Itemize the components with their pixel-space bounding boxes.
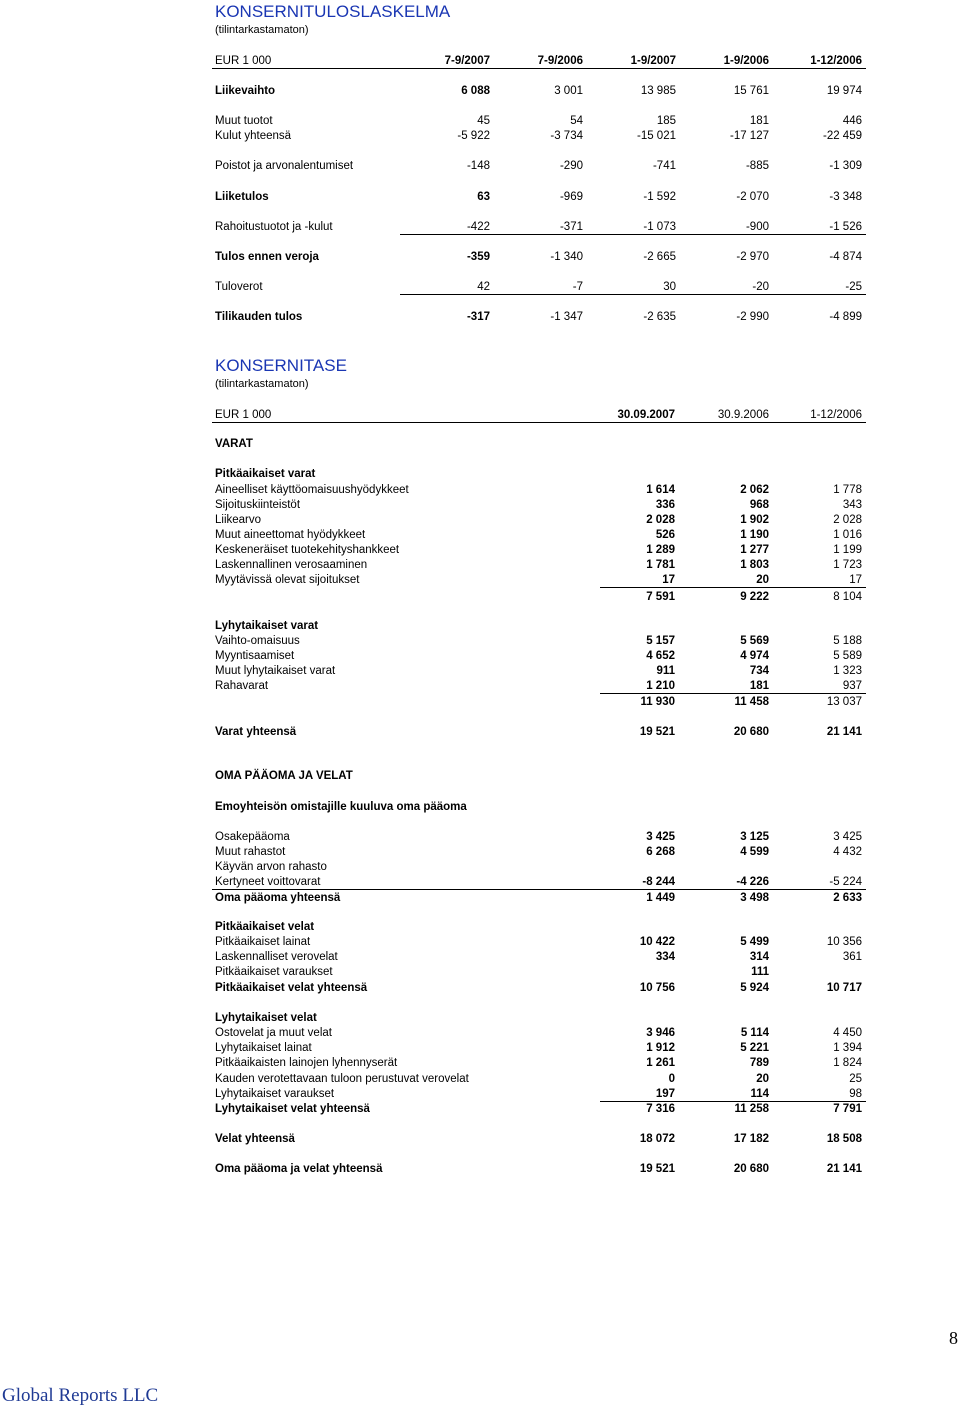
balance-row-pitk-aikaiset-velat [0, 919, 960, 935]
balance-row-label: Liikearvo [215, 514, 262, 526]
balance-row-value-col3: 343 [842, 499, 862, 511]
income-row-value-col5: 19 974 [826, 85, 862, 97]
balance-row-value-col1: -8 244 [642, 876, 675, 888]
balance-row-value-col1: 1 261 [646, 1057, 675, 1069]
balance-row-value-col3: 25 [849, 1073, 862, 1085]
income-row-value-col4: -17 127 [729, 130, 769, 142]
balance-row-value-col2: 1 902 [740, 514, 769, 526]
income-row-label: Tulos ennen veroja [215, 251, 319, 263]
balance-row-value-col2: 4 599 [740, 846, 769, 858]
balance-row-value-col3: 10 356 [826, 936, 862, 948]
balance-row-value-col2: 5 924 [740, 982, 769, 994]
balance-row-value-col2: 968 [749, 499, 769, 511]
income-row-value-col3: -741 [652, 160, 676, 172]
income-row-tilikauden-tulos [0, 309, 960, 325]
balance-subtitle: (tilintarkastamaton) [215, 378, 309, 390]
balance-row-label: Pitkäaikaiset velat yhteensä [215, 982, 368, 994]
income-row-label: Muut tuotot [215, 115, 273, 127]
balance-row-value-col1: 526 [655, 529, 675, 541]
balance-row-value-col3: 4 432 [833, 846, 862, 858]
balance-row-label: Muut rahastot [215, 846, 286, 858]
balance-row-value-col3: 8 104 [833, 591, 862, 603]
balance-row-value-col2: 20 680 [733, 1163, 769, 1175]
balance-row-pitk-aikaiset-velat-yhteens [0, 980, 960, 996]
income-row-kulut-yhteens [0, 128, 960, 144]
balance-row-value-col3: 937 [842, 680, 862, 692]
balance-row-label: Emoyhteisön omistajille kuuluva oma pääoma [215, 801, 467, 813]
balance-row-label: Kertyneet voittovarat [215, 876, 321, 888]
balance-row-value-col2: 114 [750, 1088, 769, 1100]
balance-row-label: Osakepääoma [215, 831, 290, 843]
balance-row-value-col1: 10 422 [639, 936, 675, 948]
balance-row-value-col2: 5 569 [740, 635, 769, 647]
balance-row-value-col3: 10 717 [826, 982, 862, 994]
balance-row-subtotal [0, 694, 960, 710]
balance-title: KONSERNITASE [215, 356, 347, 375]
balance-row-value-col2: 5 114 [740, 1027, 769, 1039]
income-row-value-col1: -317 [466, 311, 490, 323]
balance-row-value-col1: 1 614 [646, 484, 675, 496]
balance-row-value-col2: 1 277 [740, 544, 769, 556]
balance-row-label: VARAT [215, 438, 253, 450]
balance-row-label: Laskennallinen verosaaminen [215, 559, 368, 571]
income-row-label: Liiketulos [215, 191, 269, 203]
income-row-value-col2: -1 347 [550, 311, 583, 323]
balance-row-k-yv-n-arvon-rahasto [0, 859, 960, 875]
balance-row-label: Pitkäaikaiset varaukset [215, 966, 333, 978]
income-header-unit: EUR 1 000 [215, 55, 272, 67]
balance-header-unit: EUR 1 000 [215, 409, 272, 421]
balance-row-value-col3: 361 [842, 951, 862, 963]
income-header-row [0, 53, 960, 69]
balance-row-value-col3: 1 723 [833, 559, 862, 571]
income-row-value-col3: 13 985 [640, 85, 676, 97]
balance-header-row [0, 407, 960, 423]
balance-row-label: Lyhytaikaiset varat [215, 620, 319, 632]
income-row-value-col4: -885 [745, 160, 769, 172]
balance-row-value-col3: -5 224 [829, 876, 862, 888]
balance-row-value-col1: 17 [662, 574, 675, 586]
balance-row-value-col2: 111 [751, 966, 769, 978]
balance-header-underline [212, 422, 866, 423]
income-row-value-col4: 15 761 [733, 85, 769, 97]
balance-row-pitk-aikaiset-lainat [0, 934, 960, 950]
income-row-value-col1: 6 088 [461, 85, 490, 97]
footer-brand: Global Reports LLC [2, 1385, 159, 1406]
income-row-tulos-ennen-veroja [0, 249, 960, 265]
balance-row-kauden-verotettavaan-tuloon-perustuvat-verovelat [0, 1071, 960, 1087]
balance-row-value-col2: 2 062 [740, 484, 769, 496]
income-row-value-col1: 42 [477, 281, 490, 293]
balance-header-col1: 30.09.2007 [617, 409, 675, 421]
balance-row-value-col1: 18 072 [639, 1133, 675, 1145]
income-row-value-col4: -2 070 [736, 191, 769, 203]
balance-row-value-col3: 1 199 [833, 544, 862, 556]
income-row-value-col2: 54 [570, 115, 583, 127]
balance-row-value-col3: 7 791 [833, 1103, 862, 1115]
balance-row-sijoituskiinteist-t [0, 497, 960, 513]
balance-row-myyt-viss-olevat-sijoitukset [0, 572, 960, 588]
balance-row-value-col1: 2 028 [646, 514, 675, 526]
income-row-label: Kulut yhteensä [215, 130, 292, 142]
balance-row-oma-p-oma-yhteens [0, 890, 960, 906]
balance-row-value-col3: 17 [849, 574, 862, 586]
balance-row-value-col3: 21 141 [826, 1163, 862, 1175]
balance-row-value-col1: 6 268 [646, 846, 675, 858]
balance-row-value-col2: 11 458 [734, 696, 769, 708]
balance-row-label: Kauden verotettavaan tuloon perustuvat verovelat [215, 1073, 469, 1085]
income-row-poistot-ja-arvonalentumiset [0, 158, 960, 174]
balance-subtotal-line [600, 587, 866, 588]
balance-row-label: Varat yhteensä [215, 726, 297, 738]
income-row-liiketulos [0, 189, 960, 205]
income-row-value-col5: -22 459 [822, 130, 862, 142]
balance-row-value-col3: 13 037 [826, 696, 862, 708]
balance-row-value-col3: 4 450 [833, 1027, 862, 1039]
balance-row-value-col3: 3 425 [833, 831, 862, 843]
balance-row-value-col1: 3 946 [646, 1027, 675, 1039]
income-row-value-col2: -3 734 [550, 130, 583, 142]
balance-row-value-col3: 21 141 [826, 726, 862, 738]
income-subtotal-line [400, 294, 866, 295]
income-header-col1: 7-9/2007 [444, 55, 490, 67]
balance-row-muut-rahastot [0, 844, 960, 860]
balance-row-ostovelat-ja-muut-velat [0, 1025, 960, 1041]
balance-row-value-col3: 5 589 [833, 650, 862, 662]
income-row-label: Liikevaihto [215, 85, 276, 97]
balance-row-lyhytaikaiset-varaukset [0, 1086, 960, 1102]
balance-row-aineelliset-k-ytt-omaisuushy-dykkeet [0, 482, 960, 498]
balance-row-varat-yhteens [0, 724, 960, 740]
balance-row-rahavarat [0, 678, 960, 694]
income-row-value-col5: 446 [842, 115, 862, 127]
balance-row-value-col1: 911 [656, 665, 675, 677]
balance-row-value-col3: 1 016 [833, 529, 862, 541]
balance-row-vaihto-omaisuus [0, 633, 960, 649]
balance-row-emoyhteis-n-omistajille-kuuluva-oma-p-oma [0, 799, 960, 815]
balance-row-value-col1: 334 [655, 951, 675, 963]
balance-row-osakep-oma [0, 829, 960, 845]
income-row-value-col3: -1 592 [643, 191, 676, 203]
income-row-liikevaihto [0, 83, 960, 99]
income-row-value-col1: -148 [466, 160, 490, 172]
balance-row-value-col2: 17 182 [733, 1133, 769, 1145]
balance-row-label: Lyhytaikaiset velat yhteensä [215, 1103, 370, 1115]
income-header-col2: 7-9/2006 [537, 55, 583, 67]
balance-row-value-col1: 5 157 [646, 635, 675, 647]
balance-row-label: Myyntisaamiset [215, 650, 295, 662]
balance-row-value-col3: 98 [849, 1088, 862, 1100]
balance-row-label: Oma pääoma yhteensä [215, 892, 341, 904]
balance-row-keskener-iset-tuotekehityshankkeet [0, 542, 960, 558]
balance-row-oma-p-oma-ja-velat-yhteens [0, 1161, 960, 1177]
balance-row-label: Vaihto-omaisuus [215, 635, 300, 647]
balance-row-value-col2: 4 974 [740, 650, 769, 662]
income-row-label: Rahoitustuotot ja -kulut [215, 221, 333, 233]
income-row-value-col5: -1 309 [829, 160, 862, 172]
balance-row-value-col1: 19 521 [639, 1163, 675, 1175]
balance-row-label: Aineelliset käyttöomaisuushyödykkeet [215, 484, 409, 496]
income-row-muut-tuotot [0, 113, 960, 129]
balance-row-label: Lyhytaikaiset lainat [215, 1042, 312, 1054]
balance-row-value-col2: 3 125 [740, 831, 769, 843]
income-row-value-col1: -422 [466, 221, 490, 233]
balance-row-value-col1: 7 591 [646, 591, 675, 603]
income-row-value-col5: -4 874 [829, 251, 862, 263]
income-row-label: Poistot ja arvonalentumiset [215, 160, 354, 172]
balance-row-label: OMA PÄÄOMA JA VELAT [215, 770, 353, 782]
balance-row-subtotal [0, 589, 960, 605]
income-row-value-col4: -2 970 [736, 251, 769, 263]
balance-row-value-col3: 1 323 [833, 665, 862, 677]
balance-row-value-col1: 336 [655, 499, 675, 511]
balance-row-label: Muut aineettomat hyödykkeet [215, 529, 366, 541]
page-number: 8 [949, 1328, 958, 1348]
balance-row-label: Käyvän arvon rahasto [215, 861, 327, 873]
balance-row-lyhytaikaiset-varat [0, 618, 960, 634]
balance-row-value-col1: 197 [655, 1088, 675, 1100]
balance-row-value-col2: 1 190 [740, 529, 769, 541]
income-subtitle: (tilintarkastamaton) [215, 24, 309, 36]
balance-header-col3: 1-12/2006 [810, 409, 862, 421]
income-header-col4: 1-9/2006 [723, 55, 769, 67]
balance-row-label: Laskennalliset verovelat [215, 951, 338, 963]
balance-row-value-col2: 20 [756, 574, 769, 586]
income-row-value-col2: -1 340 [550, 251, 583, 263]
income-row-value-col5: -1 526 [829, 221, 862, 233]
balance-row-value-col2: 11 258 [734, 1103, 769, 1115]
income-header-col5: 1-12/2006 [810, 55, 862, 67]
income-row-tuloverot [0, 279, 960, 295]
income-row-value-col5: -25 [845, 281, 862, 293]
balance-row-lyhytaikaiset-velat-yhteens [0, 1101, 960, 1117]
balance-row-value-col3: 1 824 [833, 1057, 862, 1069]
income-row-value-col2: -7 [572, 281, 583, 293]
balance-row-label: Pitkäaikaiset varat [215, 468, 316, 480]
income-row-value-col1: 63 [477, 191, 490, 203]
balance-row-label: Lyhytaikaiset varaukset [215, 1088, 335, 1100]
balance-row-label: Lyhytaikaiset velat [215, 1012, 317, 1024]
balance-row-value-col2: 314 [749, 951, 769, 963]
balance-row-value-col2: 20 680 [733, 726, 769, 738]
balance-row-pitk-aikaiset-varaukset [0, 964, 960, 980]
balance-row-pitk-aikaiset-varat [0, 466, 960, 482]
balance-row-value-col1: 19 521 [639, 726, 675, 738]
balance-row-value-col1: 3 425 [646, 831, 675, 843]
balance-row-value-col1: 4 652 [646, 650, 675, 662]
income-row-value-col3: 30 [663, 281, 676, 293]
income-row-value-col3: 185 [656, 115, 676, 127]
balance-row-laskennallinen-verosaaminen [0, 557, 960, 573]
income-row-value-col2: -371 [559, 221, 583, 233]
balance-row-value-col1: 0 [668, 1073, 675, 1085]
balance-row-label: Oma pääoma ja velat yhteensä [215, 1163, 383, 1175]
balance-row-label: Pitkäaikaisten lainojen lyhennyserät [215, 1057, 398, 1069]
balance-row-value-col1: 1 912 [646, 1042, 675, 1054]
balance-row-value-col2: 5 499 [740, 936, 769, 948]
income-row-value-col3: -1 073 [643, 221, 676, 233]
balance-row-value-col2: 5 221 [740, 1042, 769, 1054]
balance-row-lyhytaikaiset-velat [0, 1010, 960, 1026]
balance-row-label: Ostovelat ja muut velat [215, 1027, 332, 1039]
balance-row-value-col3: 1 778 [833, 484, 862, 496]
balance-row-varat [0, 436, 960, 452]
balance-row-value-col1: 1 781 [646, 559, 675, 571]
balance-row-oma-p-oma-ja-velat [0, 768, 960, 784]
balance-row-value-col1: 11 930 [640, 696, 675, 708]
balance-row-lyhytaikaiset-lainat [0, 1040, 960, 1056]
income-row-value-col3: -2 635 [643, 311, 676, 323]
balance-row-label: Velat yhteensä [215, 1133, 295, 1145]
income-row-value-col2: -290 [559, 160, 583, 172]
balance-row-value-col1: 7 316 [646, 1103, 675, 1115]
balance-header-col2: 30.9.2006 [717, 409, 769, 421]
balance-row-value-col2: 1 803 [740, 559, 769, 571]
balance-row-label: Pitkäaikaiset lainat [215, 936, 311, 948]
balance-row-kertyneet-voittovarat [0, 874, 960, 890]
income-row-value-col1: 45 [477, 115, 490, 127]
income-row-value-col5: -4 899 [829, 311, 862, 323]
balance-row-label: Rahavarat [215, 680, 269, 692]
balance-row-value-col3: 1 394 [833, 1042, 862, 1054]
income-row-value-col3: -2 665 [643, 251, 676, 263]
income-header-underline [212, 68, 866, 69]
balance-row-value-col2: 789 [749, 1057, 769, 1069]
balance-row-value-col1: 1 289 [646, 544, 675, 556]
balance-row-value-col2: 3 498 [740, 892, 769, 904]
balance-row-myyntisaamiset [0, 648, 960, 664]
balance-row-value-col2: 9 222 [740, 591, 769, 603]
income-row-value-col4: -2 990 [736, 311, 769, 323]
income-row-label: Tilikauden tulos [215, 311, 303, 323]
balance-row-value-col1: 10 756 [639, 982, 675, 994]
balance-row-label: Muut lyhytaikaiset varat [215, 665, 336, 677]
balance-row-value-col3: 2 028 [833, 514, 862, 526]
balance-row-value-col1: 1 449 [646, 892, 675, 904]
balance-row-value-col2: 181 [749, 680, 769, 692]
balance-row-velat-yhteens [0, 1131, 960, 1147]
income-row-rahoitustuotot-ja-kulut [0, 219, 960, 235]
income-row-value-col4: 181 [749, 115, 769, 127]
balance-row-value-col2: -4 226 [736, 876, 769, 888]
balance-row-label: Keskeneräiset tuotekehityshankkeet [215, 544, 400, 556]
balance-row-value-col3: 5 188 [833, 635, 862, 647]
income-subtotal-line [400, 234, 866, 235]
balance-row-label: Sijoituskiinteistöt [215, 499, 301, 511]
balance-row-value-col2: 734 [749, 665, 769, 677]
income-row-value-col4: -20 [752, 281, 769, 293]
balance-row-value-col1: 1 210 [646, 680, 675, 692]
balance-row-muut-lyhytaikaiset-varat [0, 663, 960, 679]
balance-row-value-col3: 2 633 [833, 892, 862, 904]
income-row-value-col3: -15 021 [636, 130, 676, 142]
income-header-col3: 1-9/2007 [630, 55, 676, 67]
balance-row-laskennalliset-verovelat [0, 949, 960, 965]
income-row-value-col2: 3 001 [554, 85, 583, 97]
balance-row-label: Pitkäaikaiset velat [215, 921, 315, 933]
income-row-value-col1: -359 [466, 251, 490, 263]
income-row-value-col5: -3 348 [829, 191, 862, 203]
balance-row-label: Myytävissä olevat sijoitukset [215, 574, 360, 586]
income-row-value-col1: -5 922 [457, 130, 490, 142]
income-row-label: Tuloverot [215, 281, 263, 293]
balance-row-pitk-aikaisten-lainojen-lyhennyser-t [0, 1055, 960, 1071]
balance-row-value-col3: 18 508 [826, 1133, 862, 1145]
income-title: KONSERNITULOSLASKELMA [215, 2, 451, 21]
balance-row-liikearvo [0, 512, 960, 528]
balance-row-muut-aineettomat-hy-dykkeet [0, 527, 960, 543]
income-row-value-col4: -900 [745, 221, 769, 233]
balance-row-value-col2: 20 [756, 1073, 769, 1085]
income-row-value-col2: -969 [559, 191, 583, 203]
